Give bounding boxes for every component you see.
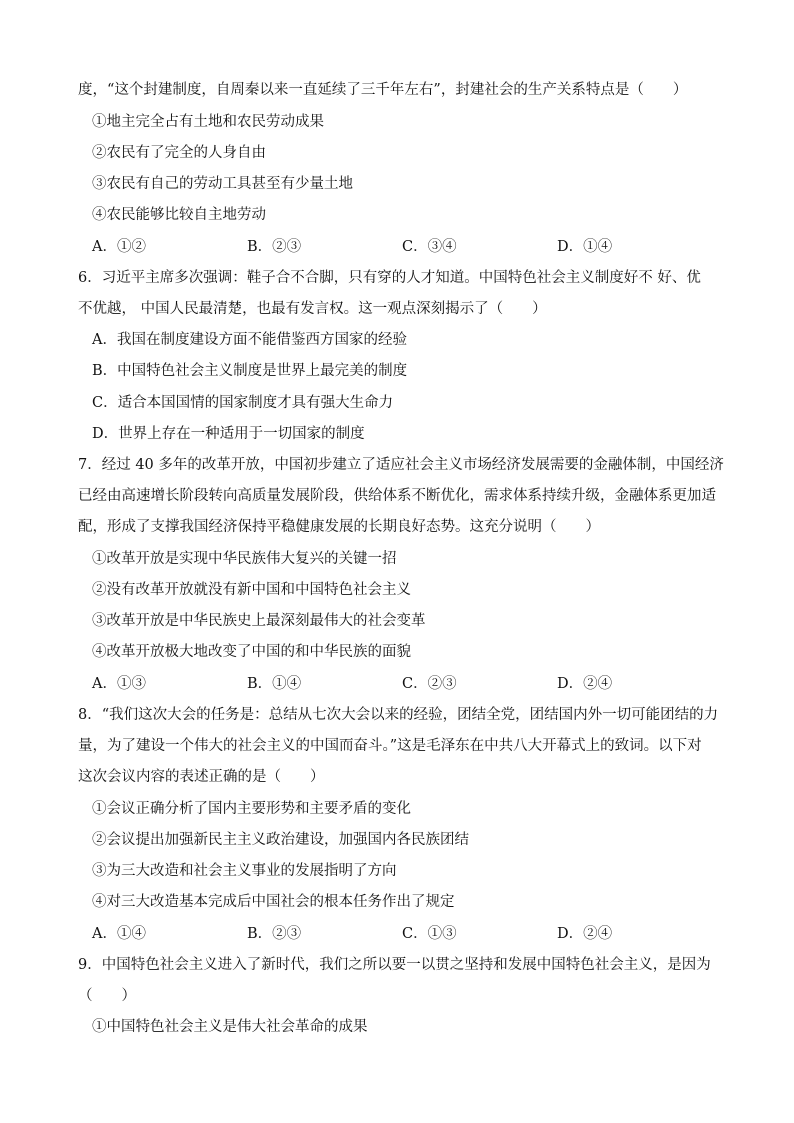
q7-stem-line-1: 7．经过 40 多年的改革开放，中国初步建立了适应社会主义市场经济发展需要的金融体制，中国经济 [78,457,724,473]
q5-item-3: ③农民有自己的劳动工具甚至有少量土地 [92,176,353,192]
q5-choice-d[interactable]: D．①④ [557,239,613,255]
q8-item-4: ④对三大改造基本完成后中国社会的根本任务作出了规定 [92,894,455,910]
q8-stem-line-3: 这次会议内容的表述正确的是（ ） [78,769,325,785]
q7-choice-c[interactable]: C．②③ [402,676,457,692]
q7-choice-b[interactable]: B．①④ [247,676,302,692]
q6-option-d[interactable]: D．世界上存在一种适用于一切国家的制度 [92,426,365,442]
q8-choice-c[interactable]: C．①③ [402,926,457,942]
q6-option-b[interactable]: B．中国特色社会主义制度是世界上最完美的制度 [92,363,408,379]
q7-item-3: ③改革开放是中华民族史上最深刻最伟大的社会变革 [92,613,426,629]
q8-choices [92,924,652,944]
q5-item-4: ④农民能够比较自主地劳动 [92,207,266,223]
q7-item-1: ①改革开放是实现中华民族伟大复兴的关键一招 [92,551,397,567]
q8-stem-line-1: 8．“我们这次大会的任务是：总结从七次大会以来的经验，团结全党，团结国内外一切可能团结的力 [78,707,719,723]
q9-stem-line-1: 9．中国特色社会主义进入了新时代，我们之所以要一以贯之坚持和发展中国特色社会主义，是因为 [78,957,711,973]
q9-stem-line-2: （ ） [78,988,136,1004]
q5-choice-b[interactable]: B．②③ [247,239,302,255]
q5-choice-a[interactable]: A．①② [92,239,146,255]
q5-choices [92,237,652,257]
q7-choice-d[interactable]: D．②④ [557,676,613,692]
q6-option-a[interactable]: A．我国在制度建设方面不能借鉴西方国家的经验 [92,332,407,348]
q7-stem-line-3: 配，形成了支撑我国经济保持平稳健康发展的长期良好态势。这充分说明（ ） [78,519,600,535]
q6-option-c[interactable]: C．适合本国国情的国家制度才具有强大生命力 [92,395,394,411]
q8-item-3: ③为三大改造和社会主义事业的发展指明了方向 [92,863,397,879]
q9-item-1: ①中国特色社会主义是伟大社会革命的成果 [92,1019,368,1035]
q8-item-2: ②会议提出加强新民主主义政治建设，加强国内各民族团结 [92,832,469,848]
q5-choice-c[interactable]: C．③④ [402,239,457,255]
q8-stem-line-2: 量，为了建设一个伟大的社会主义的中国而奋斗。”这是毛泽东在中共八大开幕式上的致词。以下对 [78,738,702,754]
q6-stem-line-1: 6．习近平主席多次强调：鞋子合不合脚，只有穿的人才知道。中国特色社会主义制度好不 好、优 [78,270,701,286]
q7-stem-line-2: 已经由高速增长阶段转向高质量发展阶段，供给体系不断优化，需求体系持续升级，金融体系更加适 [78,488,716,504]
q8-item-1: ①会议正确分析了国内主要形势和主要矛盾的变化 [92,801,411,817]
q7-item-4: ④改革开放极大地改变了中国的和中华民族的面貌 [92,644,411,660]
q5-item-1: ①地主完全占有土地和农民劳动成果 [92,114,324,130]
q6-stem-line-2: 不优越， 中国人民最清楚，也最有发言权。这一观点深刻揭示了（ ） [78,301,547,317]
q7-choices [92,674,652,694]
q7-choice-a[interactable]: A．①③ [92,676,146,692]
q7-item-2: ②没有改革开放就没有新中国和中国特色社会主义 [92,582,411,598]
q8-choice-d[interactable]: D．②④ [557,926,613,942]
q8-choice-b[interactable]: B．②③ [247,926,302,942]
q8-choice-a[interactable]: A．①④ [92,926,146,942]
q5-item-2: ②农民有了完全的人身自由 [92,145,266,161]
q5-stem: 度，“这个封建制度，自周秦以来一直延续了三千年左右”，封建社会的生产关系特点是（ ） [78,82,688,98]
